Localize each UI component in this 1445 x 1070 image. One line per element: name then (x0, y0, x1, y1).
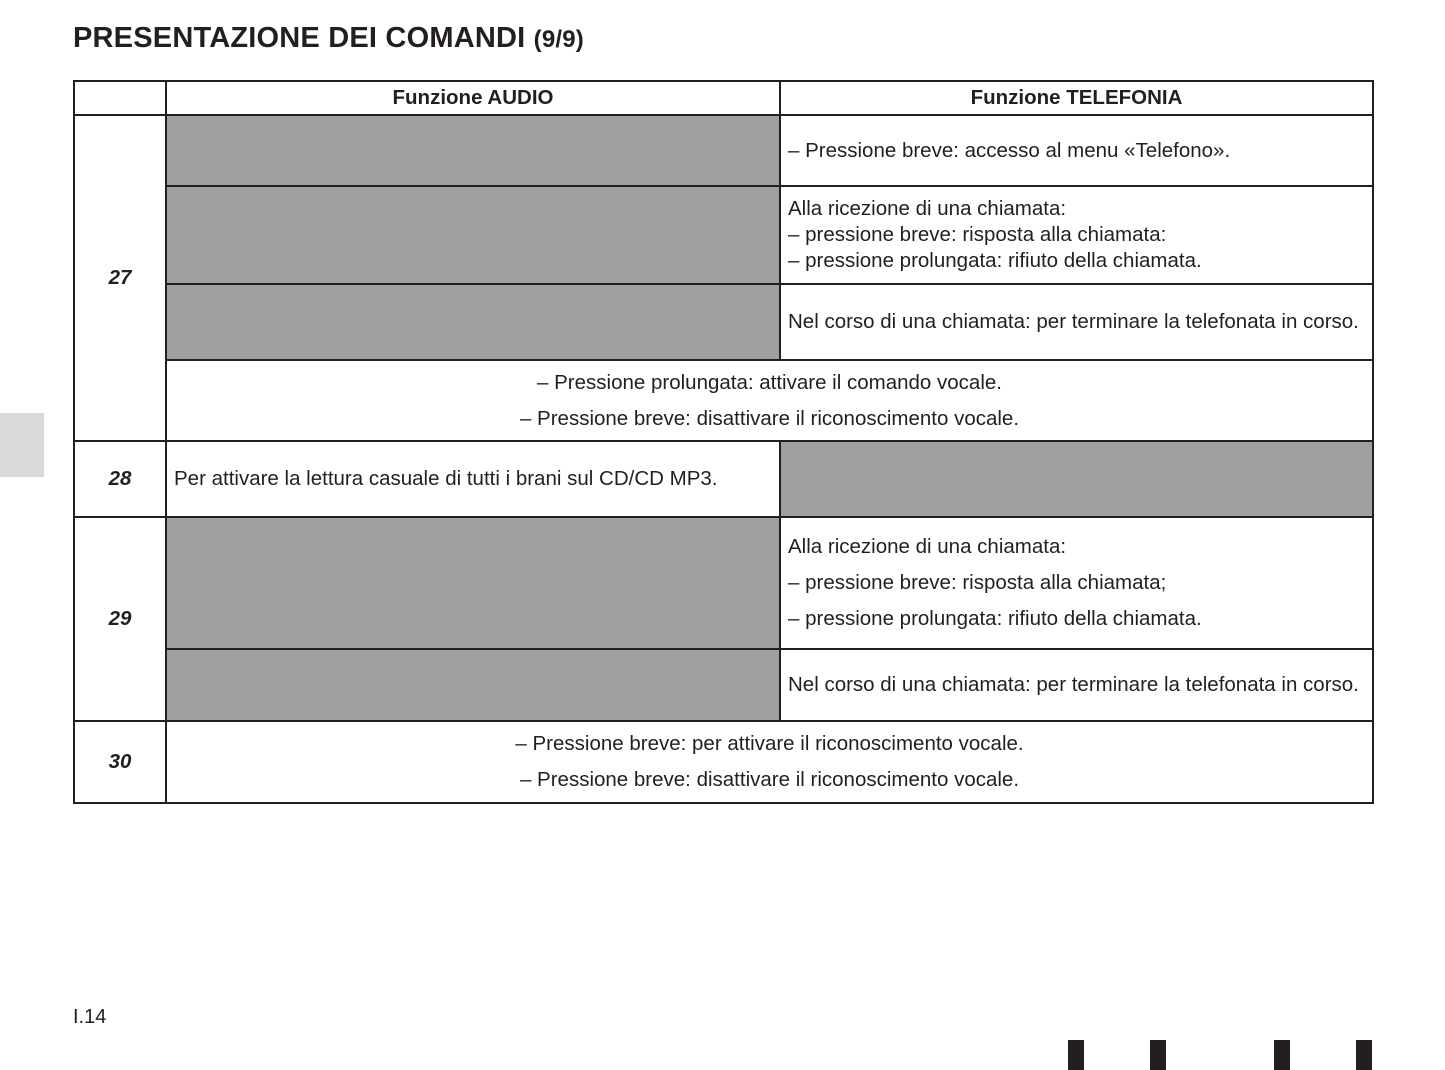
print-mark (1150, 1040, 1166, 1070)
tel-text: – pressione breve: risposta alla chiamata: (788, 223, 1167, 246)
table-row (74, 517, 1373, 649)
tel-text: – pressione prolungata: rifiuto della chiamata. (788, 249, 1202, 272)
empty-audio-cell (166, 115, 780, 186)
table-row (74, 721, 1373, 803)
print-mark (1274, 1040, 1290, 1070)
title-suffix: (9/9) (533, 26, 585, 53)
shared-text: – Pressione breve: per attivare il riconoscimento vocale. (515, 732, 1024, 755)
table-row (74, 186, 1373, 284)
row-number-27: 27 (74, 115, 166, 441)
commands-table (73, 80, 1374, 804)
table-row (74, 284, 1373, 360)
row-number-28: 28 (74, 441, 166, 517)
tel-text: Nel corso di una chiamata: per terminare la telefonata in corso. (788, 673, 1359, 696)
tel-text: Alla ricezione di una chiamata: (788, 197, 1067, 220)
tel-cell (780, 115, 1373, 186)
row-number-29: 29 (74, 517, 166, 721)
shared-cell (166, 360, 1373, 441)
header-cell-telefonia: Funzione TELEFONIA (780, 81, 1373, 115)
empty-audio-cell (166, 186, 780, 284)
print-mark (1068, 1040, 1084, 1070)
tel-text: – pressione breve: risposta alla chiamata; (788, 571, 1167, 594)
empty-tel-cell (780, 441, 1373, 517)
shared-text: – Pressione prolungata: attivare il comando vocale. (537, 370, 1002, 394)
empty-audio-cell (166, 649, 780, 721)
table-row (74, 360, 1373, 441)
empty-audio-cell (166, 284, 780, 360)
tel-cell (780, 284, 1373, 360)
title-text: PRESENTAZIONE DEI COMANDI (73, 22, 526, 54)
table-row (74, 115, 1373, 186)
empty-audio-cell (166, 517, 780, 649)
header-cell-number (74, 81, 166, 115)
side-tab-marker (0, 413, 44, 477)
shared-text: – Pressione breve: disattivare il riconoscimento vocale. (519, 768, 1020, 791)
table-row (74, 649, 1373, 721)
header-cell-audio: Funzione AUDIO (166, 81, 780, 115)
table-header-row (74, 81, 1373, 115)
table-row (74, 441, 1373, 517)
audio-cell: Per attivare la lettura casuale di tutti i brani sul CD/CD MP3. (166, 441, 780, 517)
tel-text: – Pressione breve: accesso al menu «Telefono». (788, 138, 1231, 162)
tel-text: Nel corso di una chiamata: per terminare la telefonata in corso. (788, 310, 1359, 333)
shared-text: – Pressione breve: disattivare il riconoscimento vocale. (519, 406, 1020, 430)
print-mark (1356, 1040, 1372, 1070)
tel-cell (780, 186, 1373, 284)
tel-text: Alla ricezione di una chiamata: (788, 535, 1067, 558)
shared-cell (166, 721, 1373, 803)
tel-cell (780, 517, 1373, 649)
row-number-30: 30 (74, 721, 166, 803)
page-title (73, 22, 584, 55)
page-number: I.14 (73, 1006, 107, 1028)
tel-text: – pressione prolungata: rifiuto della chiamata. (788, 607, 1202, 630)
tel-cell (780, 649, 1373, 721)
